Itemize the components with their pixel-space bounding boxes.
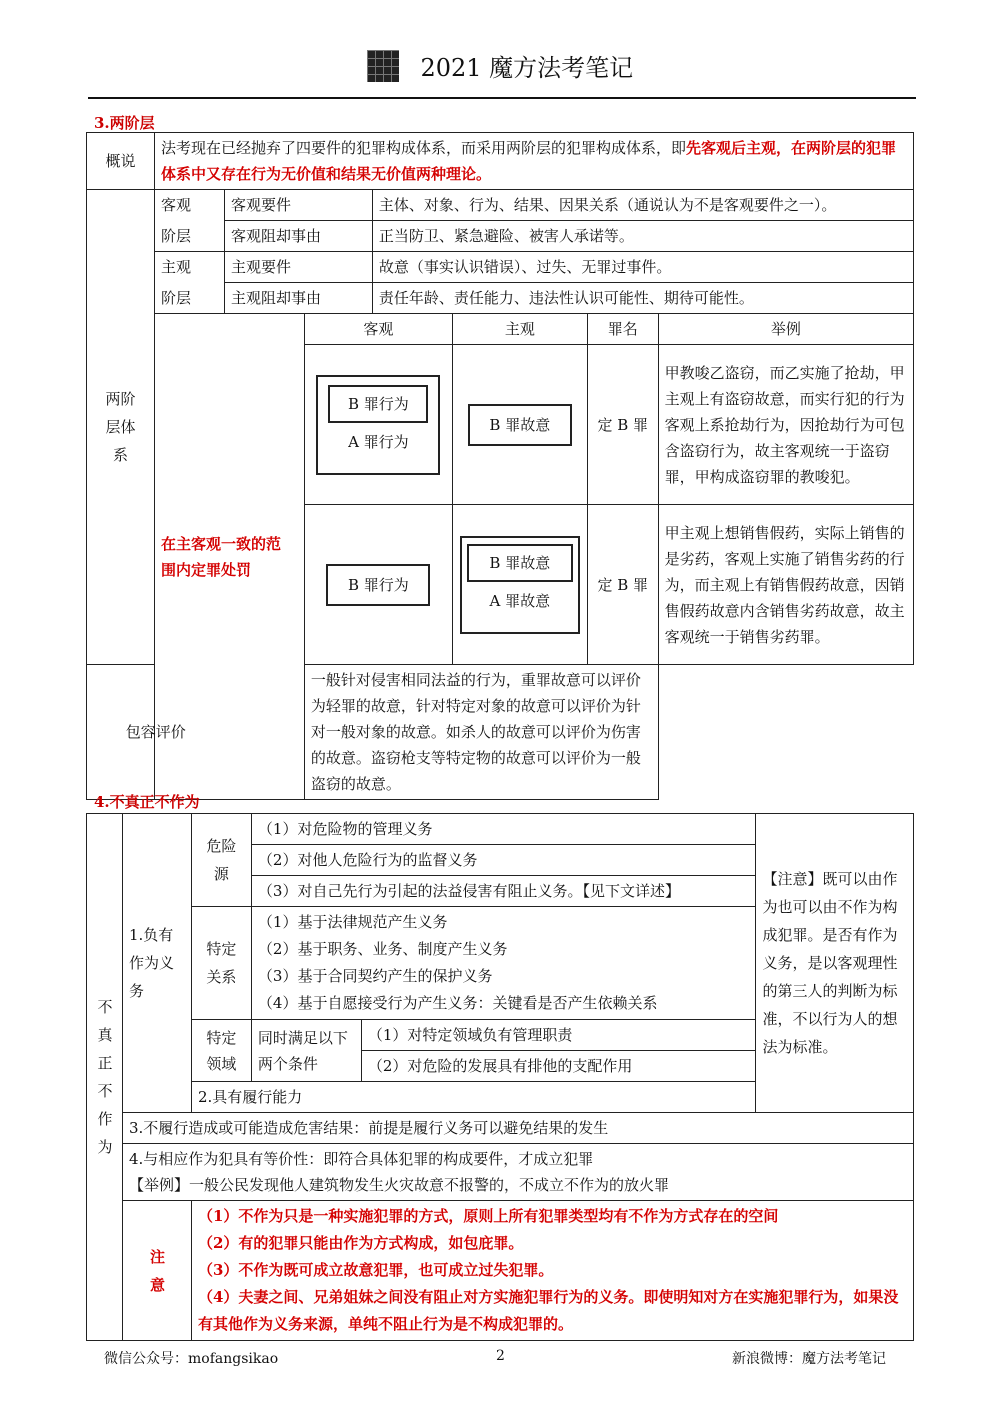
header-objective: 客观 <box>304 314 452 345</box>
danger-item: （1）对危险物的管理义务 <box>251 814 756 845</box>
domain-condition: 同时满足以下两个条件 <box>251 1020 361 1082</box>
attention-label: 注意 <box>122 1201 191 1341</box>
case2-subjective <box>452 505 587 665</box>
footer-weibo: 新浪微博：魔方法考笔记 <box>732 1351 886 1367</box>
obj-tier-label-2: 阶层 <box>154 221 224 252</box>
subj-tier-label-1: 主观 <box>154 252 224 283</box>
header-subjective: 主观 <box>452 314 587 345</box>
case2-objective: B 罪行为 <box>304 505 452 665</box>
obj-defense-content: 正当防卫、紧急避险、被害人承诺等。 <box>372 221 913 252</box>
relation-label: 特定关系 <box>191 907 251 1020</box>
page-title: 2021 魔方法考笔记 <box>420 54 634 82</box>
obj-element-content: 主体、对象、行为、结果、因果关系（通说认为不是客观要件之一）。 <box>372 190 913 221</box>
omission-table <box>86 813 914 1341</box>
section-title: 4.不真正不作为 <box>94 793 200 811</box>
obj-tier-label-1: 客观 <box>154 190 224 221</box>
case2-crime: 定 B 罪 <box>587 505 658 665</box>
attention-items: （1）不作为只是一种实施犯罪的方式，原则上所有犯罪类型均有不作为方式存在的空间 （2）有的犯罪只能由作为方式构成，如包庇罪。 （3）不作为既可成立故意犯罪，也可成立过失犯罪。 （4）夫妻之间、兄弟姐妹之间没有阻止对方实施犯罪行为的义务。即使明知对方在实施犯罪行为，如果没有其他作为义务来源，单纯不阻止行为是不构成犯罪的。 <box>191 1201 913 1341</box>
case2-outer-label: A 罪故意 <box>489 591 551 610</box>
relation-items: （1）基于法律规范产生义务 （2）基于职务、业务、制度产生义务 （3）基于合同契约产生的保护义务 （4）基于自愿接受行为产生义务：关键看是否产生依赖关系 <box>251 907 756 1020</box>
inclusion-label: 包容评价 <box>87 665 225 800</box>
case1-outer-label: A 罪行为 <box>348 432 409 451</box>
omission-side-label: 不真正不作为 <box>87 814 123 1341</box>
duty-label: 1.负有作为义务 <box>122 814 191 1113</box>
section-title: 3.两阶层 <box>94 114 155 132</box>
danger-item: （2）对他人危险行为的监督义务 <box>251 845 756 876</box>
cube-icon <box>367 50 399 82</box>
note: 【注意】既可以由作为也可以由不作为构成犯罪。是否有作为义务，是以客观理性的第三人的判断为标准，不以行为人的想法为标准。 <box>756 814 914 1113</box>
case2-inner-box: B 罪故意 <box>467 544 573 582</box>
domain-item: （2）对危险的发展具有排他的支配作用 <box>361 1051 756 1082</box>
subj-element: 主观要件 <box>224 252 372 283</box>
item-equivalence: 4.与相应作为犯具有等价性：即符合具体犯罪的构成要件，才成立犯罪 【举例】一般公民发现他人建筑物发生火灾故意不报警的，不成立不作为的放火罪 <box>122 1144 913 1201</box>
overview-label: 概说 <box>87 133 155 190</box>
principle: 在主客观一致的范围内定罪处罚 <box>154 314 304 800</box>
case1-crime: 定 B 罪 <box>587 345 658 505</box>
page-header <box>0 48 1000 83</box>
obj-defense: 客观阻却事由 <box>224 221 372 252</box>
page-number: 2 <box>496 1348 505 1364</box>
obj-element: 客观要件 <box>224 190 372 221</box>
case1-inner-box: B 罪行为 <box>328 385 428 423</box>
header-crime: 罪名 <box>587 314 658 345</box>
case1-objective <box>304 345 452 505</box>
case1-subjective: B 罪故意 <box>452 345 587 505</box>
overview-text: 法考现在已经抛弃了四要件的犯罪构成体系，而采用两阶层的犯罪构成体系，即先客观后主观，在两阶层的犯罪体系中又存在行为无价值和结果无价值两种理论。 <box>154 133 913 190</box>
item-ability: 2.具有履行能力 <box>191 1082 913 1113</box>
domain-item: （1）对特定领域负有管理职责 <box>361 1020 756 1051</box>
case1-example: 甲教唆乙盗窃，而乙实施了抢劫，甲主观上有盗窃故意，而实行犯的行为客观上系抢劫行为，因抢劫行为可包含盗窃行为，故主客观统一于盗窃罪，甲构成盗窃罪的教唆犯。 <box>658 345 913 505</box>
subj-element-content: 故意（事实认识错误）、过失、无罪过事件。 <box>372 252 913 283</box>
danger-label: 危险源 <box>191 814 251 907</box>
two-tier-table <box>86 132 914 800</box>
subj-defense-content: 责任年龄、责任能力、违法性认识可能性、期待可能性。 <box>372 283 913 314</box>
inclusion-text: 一般针对侵害相同法益的行为，重罪故意可以评价为轻罪的故意，针对特定对象的故意可以评价为针对一般对象的故意。如杀人的故意可以评价为伤害的故意。盗窃枪支等特定物的故意可以评价为一般盗窃的故意。 <box>304 665 658 800</box>
footer-wechat: 微信公众号：mofangsikao <box>104 1351 279 1367</box>
system-label: 两阶层体系 <box>87 190 155 665</box>
subj-tier-label-2: 阶层 <box>154 283 224 314</box>
domain-label: 特定领域 <box>191 1020 251 1082</box>
subj-defense: 主观阻却事由 <box>224 283 372 314</box>
case2-example: 甲主观上想销售假药，实际上销售的是劣药，客观上实施了销售劣药的行为，而主观上有销售假药故意，因销售假药故意内含销售劣药故意，故主客观统一于销售劣药罪。 <box>658 505 913 665</box>
item-result: 3.不履行造成或可能造成危害结果：前提是履行义务可以避免结果的发生 <box>122 1113 913 1144</box>
danger-item: （3）对自己先行为引起的法益侵害有阻止义务。【见下文详述】 <box>251 876 756 907</box>
header-example: 举例 <box>658 314 913 345</box>
header-rule <box>88 97 916 99</box>
